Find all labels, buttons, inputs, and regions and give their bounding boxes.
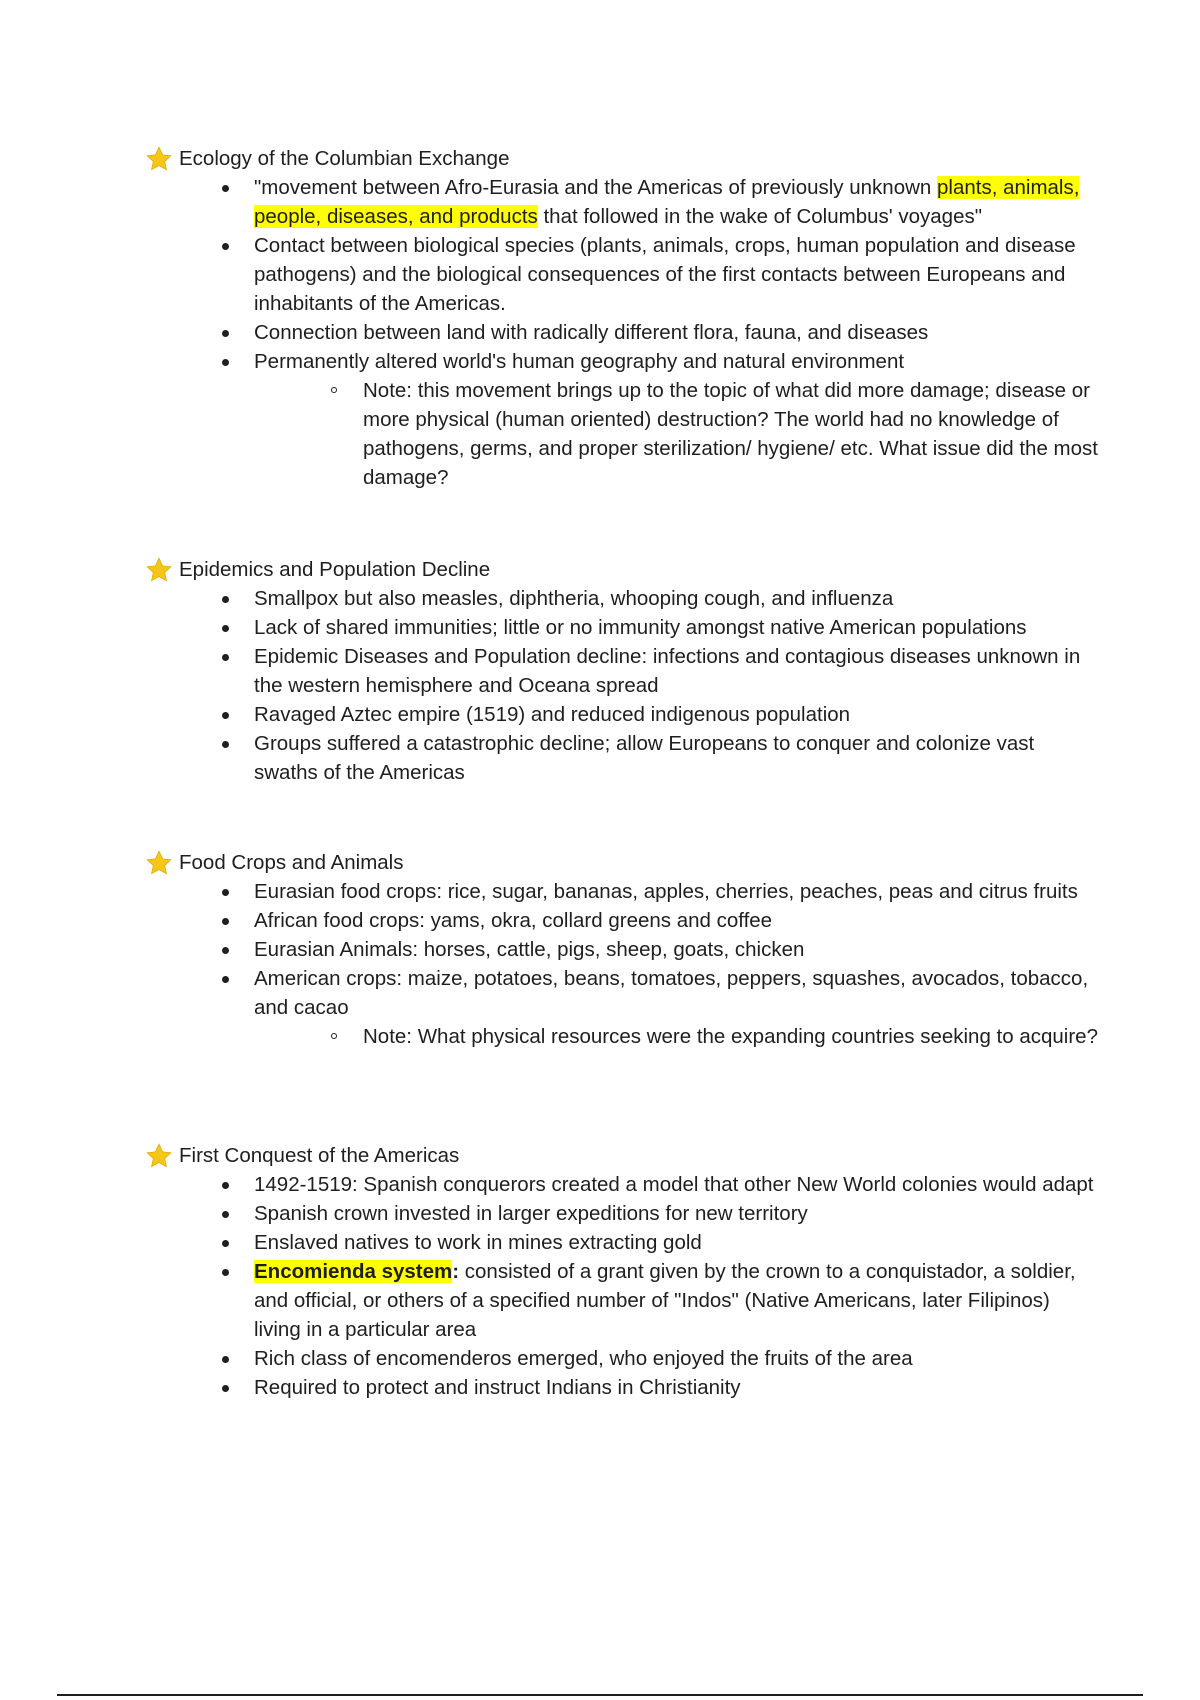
bullet-text: Smallpox but also measles, diphtheria, whooping cough, and influenza — [254, 587, 894, 610]
section-title: First Conquest of the Americas — [179, 1144, 460, 1167]
bullet-text: Groups suffered a catastrophic decline; allow Europeans to conquer and colonize vast swaths of the Americas — [254, 732, 1035, 784]
bullet-icon — [222, 625, 229, 632]
list-item — [145, 1170, 1102, 1199]
section-epidemics — [145, 555, 1095, 787]
bullet-text: "movement between Afro-Eurasia and the Americas of previously unknown — [254, 176, 937, 199]
list-item — [145, 318, 1102, 347]
bullet-text: Required to protect and instruct Indians in Christianity — [254, 1376, 741, 1399]
bullet-text: Connection between land with radically different flora, fauna, and diseases — [254, 321, 929, 344]
bullet-text: American crops: maize, potatoes, beans, tomatoes, peppers, squashes, avocados, tobacco, and cacao — [254, 967, 1089, 1019]
bullet-list — [145, 1170, 1095, 1402]
section-title: Ecology of the Columbian Exchange — [179, 147, 510, 170]
list-item — [145, 613, 1102, 642]
bullet-icon — [222, 596, 229, 603]
bullet-text: Epidemic Diseases and Population decline: infections and contagious diseases unknown in the western hemisphere and Oceana spread — [254, 645, 1081, 697]
term-colon: : — [452, 1260, 460, 1283]
bullet-text: Spanish crown invested in larger expeditions for new territory — [254, 1202, 808, 1225]
list-item — [145, 700, 1102, 729]
bullet-icon — [222, 330, 229, 337]
hollow-bullet-icon — [331, 387, 337, 393]
bullet-text: Contact between biological species (plants, animals, crops, human population and disease pathogens) and the biological consequences of the first contacts between Europeans and inhabitants of the Americas. — [254, 234, 1076, 315]
list-item — [145, 906, 1102, 935]
list-item — [145, 642, 1102, 700]
bullet-icon — [222, 1240, 229, 1247]
section-heading — [145, 555, 1095, 584]
section-title: Epidemics and Population Decline — [179, 558, 491, 581]
list-item — [145, 347, 1102, 376]
bullet-icon — [222, 654, 229, 661]
list-item — [145, 1199, 1102, 1228]
bullet-list — [145, 584, 1095, 787]
bullet-text: Rich class of encomenderos emerged, who enjoyed the fruits of the area — [254, 1347, 913, 1370]
bullet-list — [145, 173, 1095, 376]
list-item — [145, 1228, 1102, 1257]
list-item — [145, 584, 1102, 613]
bullet-icon — [222, 976, 229, 983]
bullet-text: Lack of shared immunities; little or no immunity amongst native American populations — [254, 616, 1027, 639]
bullet-text: 1492-1519: Spanish conquerors created a model that other New World colonies would adapt — [254, 1173, 1094, 1196]
section-heading — [145, 848, 1095, 877]
bullet-text: that followed in the wake of Columbus' voyages" — [537, 205, 982, 228]
list-item — [145, 964, 1102, 1022]
bullet-text: consisted of a grant given by the crown to a conquistador, a soldier, and official, or others of a specified number of "Indos" (Native Americans, later Filipinos) living in a particular area — [254, 1260, 1076, 1341]
section-heading — [145, 144, 1095, 173]
bullet-icon — [222, 243, 229, 250]
bullet-icon — [222, 741, 229, 748]
list-item — [145, 1373, 1102, 1402]
section-ecology — [145, 144, 1098, 492]
note-text: Note: What physical resources were the expanding countries seeking to acquire? — [363, 1025, 1098, 1048]
bullet-text: Ravaged Aztec empire (1519) and reduced indigenous population — [254, 703, 851, 726]
star-icon — [145, 1142, 173, 1170]
bullet-text: African food crops: yams, okra, collard greens and coffee — [254, 909, 773, 932]
bullet-text: Eurasian Animals: horses, cattle, pigs, sheep, goats, chicken — [254, 938, 805, 961]
section-first-conquest — [145, 1141, 1095, 1402]
bullet-text: Permanently altered world's human geography and natural environment — [254, 350, 905, 373]
list-item — [145, 877, 1102, 906]
page-divider — [57, 1694, 1143, 1696]
section-title: Food Crops and Animals — [179, 851, 404, 874]
list-item — [145, 729, 1102, 787]
sub-note — [145, 376, 1103, 492]
bullet-text: Eurasian food crops: rice, sugar, bananas, apples, cherries, peaches, peas and citrus fruits — [254, 880, 1078, 903]
hollow-bullet-icon — [331, 1033, 337, 1039]
highlighted-text: plants, animals, people, diseases, and products — [254, 176, 1080, 228]
bullet-icon — [222, 889, 229, 896]
list-item — [145, 231, 1102, 318]
bullet-icon — [222, 712, 229, 719]
note-text: Note: this movement brings up to the topic of what did more damage; disease or more physical (human oriented) destruction? The world had no knowledge of pathogens, germs, and proper sterilization/ hygiene/ etc. What issue did the most damage? — [363, 379, 1098, 489]
bullet-icon — [222, 1182, 229, 1189]
star-icon — [145, 849, 173, 877]
list-item — [145, 1344, 1102, 1373]
section-heading — [145, 1141, 1095, 1170]
list-item — [145, 1257, 1102, 1344]
bullet-icon — [222, 1385, 229, 1392]
bullet-icon — [222, 1356, 229, 1363]
sub-note — [145, 1022, 1103, 1051]
section-food-crops — [145, 848, 1098, 1051]
star-icon — [145, 145, 173, 173]
list-item — [145, 935, 1102, 964]
bullet-icon — [222, 1211, 229, 1218]
bullet-icon — [222, 918, 229, 925]
bullet-list — [145, 877, 1095, 1022]
bullet-icon — [222, 947, 229, 954]
bullet-text: Enslaved natives to work in mines extracting gold — [254, 1231, 702, 1254]
bullet-icon — [222, 359, 229, 366]
highlighted-term: Encomienda system — [254, 1260, 453, 1283]
star-icon — [145, 556, 173, 584]
bullet-icon — [222, 185, 229, 192]
list-item — [145, 173, 1102, 231]
bullet-icon — [222, 1269, 229, 1276]
